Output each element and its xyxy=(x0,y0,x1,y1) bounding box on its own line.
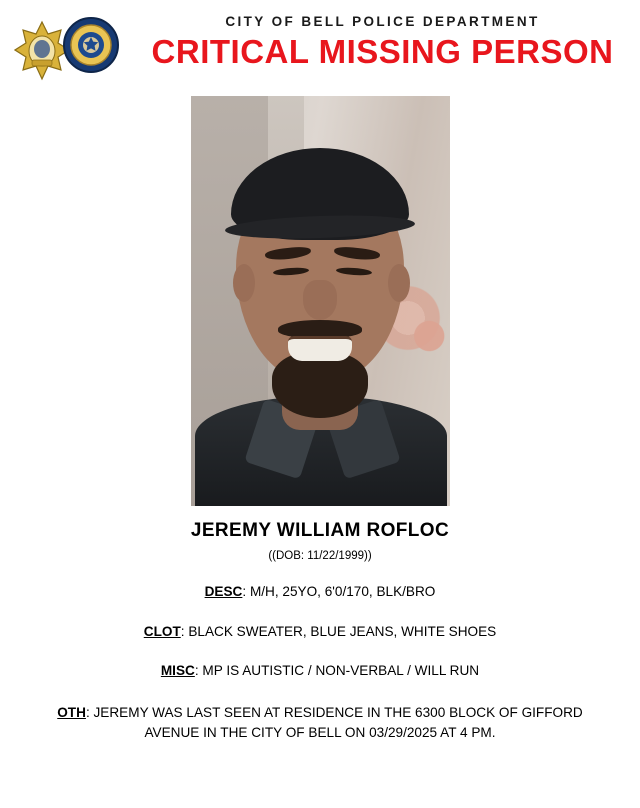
department-title: CITY OF BELL POLICE DEPARTMENT xyxy=(225,14,540,29)
field-clot-label: CLOT xyxy=(143,623,181,639)
page-title: CRITICAL MISSING PERSON xyxy=(151,33,614,70)
photo-mouth xyxy=(288,336,352,361)
photo-beard-lower xyxy=(272,352,368,418)
field-oth xyxy=(26,703,614,742)
field-misc-separator: : xyxy=(194,663,199,679)
photo-ear-right xyxy=(388,264,410,302)
details-block xyxy=(0,506,640,743)
field-misc xyxy=(26,661,614,681)
field-desc xyxy=(26,582,614,602)
field-clot xyxy=(26,622,614,642)
photo-decor-secondary xyxy=(398,306,450,366)
field-oth-value: JEREMY WAS LAST SEEN AT RESIDENCE IN THE 6300 BLOCK OF GIFFORD AVENUE IN THE CITY OF BELL ON 03/29/2025 AT 4 PM. xyxy=(93,705,583,740)
police-round-badge-icon xyxy=(62,16,120,74)
field-misc-value: MP IS AUTISTIC / NON-VERBAL / WILL RUN xyxy=(202,663,480,679)
field-oth-label: OTH xyxy=(57,705,86,721)
field-oth-separator: : xyxy=(85,705,90,721)
missing-person-photo xyxy=(191,96,450,506)
photo-canvas xyxy=(191,96,450,506)
flyer-header xyxy=(0,0,640,90)
field-desc-label: DESC xyxy=(204,584,243,599)
subject-name: JEREMY WILLIAM ROFLOC xyxy=(190,520,450,541)
subject-dob: ((DOB: 11/22/1999)) xyxy=(268,550,372,562)
field-misc-label: MISC xyxy=(160,663,195,679)
photo-nose xyxy=(303,280,337,320)
badge-group xyxy=(10,12,125,82)
field-clot-value: BLACK SWEATER, BLUE JEANS, WHITE SHOES xyxy=(188,623,497,639)
field-desc-value: M/H, 25YO, 6'0/170, BLK/BRO xyxy=(249,584,436,599)
photo-ear-left xyxy=(233,264,255,302)
field-desc-separator: : xyxy=(242,584,247,599)
field-clot-separator: : xyxy=(180,623,185,639)
